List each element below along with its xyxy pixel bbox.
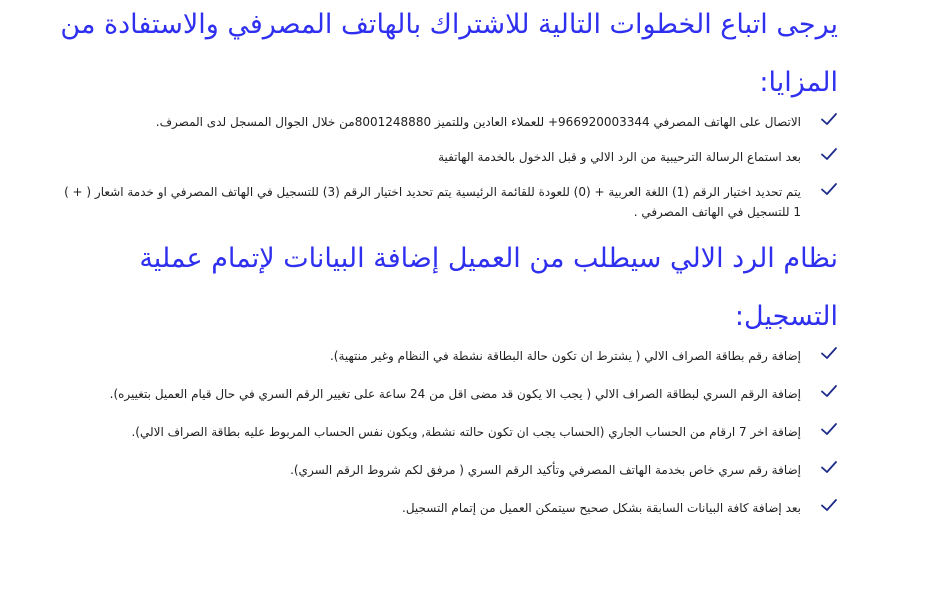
check-icon bbox=[820, 420, 838, 438]
check-icon bbox=[820, 180, 838, 198]
check-icon bbox=[820, 344, 838, 362]
list-item bbox=[60, 182, 838, 222]
list-item-text: بعد إضافة كافة البيانات السابقة بشكل صحيح سيتمكن العميل من إتمام التسجيل. bbox=[402, 501, 801, 515]
section-1-list bbox=[60, 112, 838, 222]
section-2-heading: نظام الرد الالي سيطلب من العميل إضافة البيانات لإتمام عملية التسجيل: bbox=[139, 243, 838, 332]
list-item bbox=[60, 346, 838, 366]
list-item bbox=[60, 384, 838, 404]
list-item-text: إضافة اخر 7 ارقام من الحساب الجاري (الحساب يجب ان تكون حالته نشطة, ويكون نفس الحساب المربوط عليه بطاقة الصراف الالي). bbox=[131, 425, 801, 439]
list-item-text: يتم تحديد اختيار الرقم (1) اللغة العربية + (0) للعودة للقائمة الرئيسية يتم تحديد اختيار الرقم (3) للتسجيل في الهاتف المصرفي او خدمة اشعار ( + ) 1 للتسجيل في الهاتف المصرفي . bbox=[64, 185, 801, 219]
list-item bbox=[60, 112, 838, 132]
check-icon bbox=[820, 458, 838, 476]
check-icon bbox=[820, 496, 838, 514]
list-item-text: الاتصال على الهاتف المصرفي 966920003344+ للعملاء العادين وللتميز 8001248880من خلال الجوال المسجل لدى المصرف. bbox=[155, 115, 801, 129]
list-item bbox=[60, 460, 838, 480]
list-item bbox=[60, 498, 838, 518]
list-item bbox=[60, 147, 838, 167]
check-icon bbox=[820, 145, 838, 163]
list-item-text: إضافة رقم سري خاص بخدمة الهاتف المصرفي وتأكيد الرقم السري ( مرفق لكم شروط الرقم السري). bbox=[290, 463, 801, 477]
section-2-list bbox=[60, 346, 838, 518]
check-icon bbox=[820, 110, 838, 128]
list-item bbox=[60, 422, 838, 442]
section-1-heading: يرجى اتباع الخطوات التالية للاشتراك بالهاتف المصرفي والاستفادة من المزايا: bbox=[60, 9, 838, 98]
list-item-text: بعد استماع الرسالة الترحيبية من الرد الالي و قبل الدخول بالخدمة الهاتفية bbox=[438, 150, 801, 164]
list-item-text: إضافة الرقم السري لبطاقة الصراف الالي ( يجب الا يكون قد مضى اقل من 24 ساعة على تغيير الرقم السري في حال قيام العميل بتغييره). bbox=[109, 387, 801, 401]
check-icon bbox=[820, 382, 838, 400]
list-item-text: إضافة رقم بطاقة الصراف الالي ( يشترط ان تكون حالة البطاقة نشطة في النظام وغير منتهية). bbox=[329, 349, 801, 363]
